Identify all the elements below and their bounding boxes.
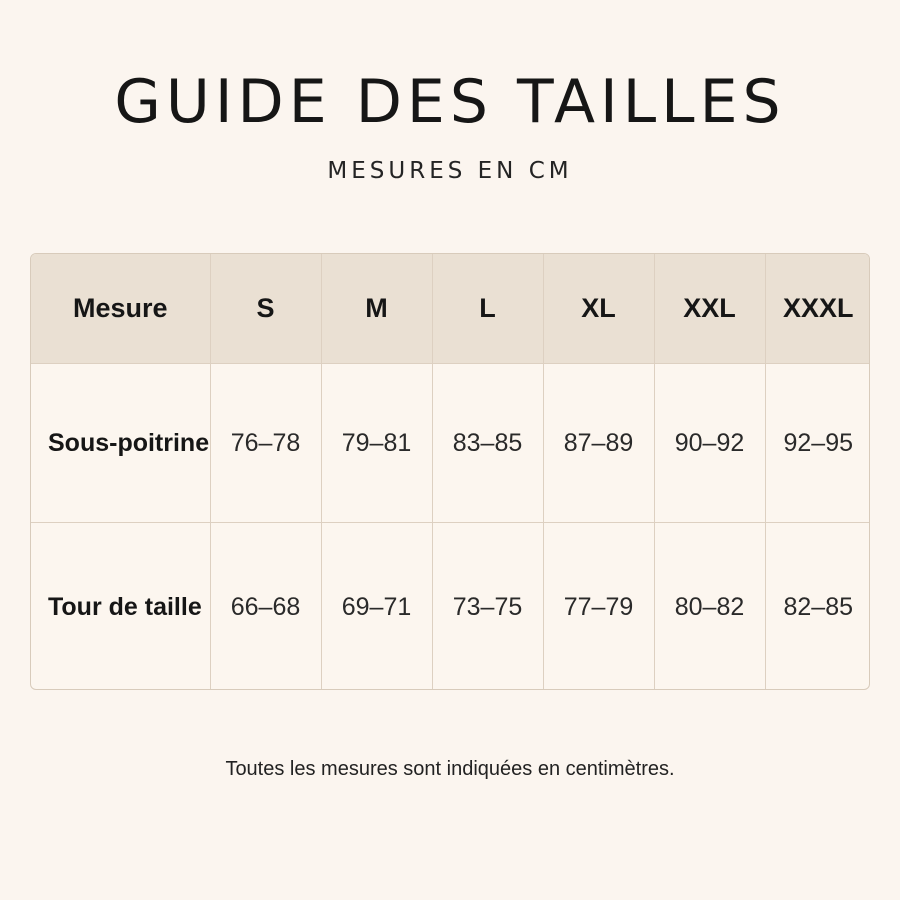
table-row xyxy=(31,523,870,691)
table-cell: 80–82 xyxy=(654,523,765,691)
table-cell: 87–89 xyxy=(543,364,654,523)
table-cell: 82–85 xyxy=(783,592,854,621)
page-title: GUIDE DES TAILLES xyxy=(114,67,786,137)
column-header-size-xxxl: XXXL xyxy=(765,254,870,364)
column-header-size-xxl: XXL xyxy=(654,254,765,364)
row-label-waist: Tour de taille xyxy=(31,523,210,691)
column-header-size-m: M xyxy=(321,254,432,364)
row-label-underbust: Sous-poitrine xyxy=(31,364,210,523)
table-cell: 76–78 xyxy=(210,364,321,523)
table-cell: 77–79 xyxy=(543,523,654,691)
column-header-size-l: L xyxy=(432,254,543,364)
table-cell: 83–85 xyxy=(432,364,543,523)
size-chart-table xyxy=(30,253,870,690)
column-header-size-xl: XL xyxy=(543,254,654,364)
column-header-size-s: S xyxy=(210,254,321,364)
page-subtitle: MESURES EN CM xyxy=(327,158,573,184)
column-header-measure: Mesure xyxy=(31,254,210,364)
table-cell: 79–81 xyxy=(321,364,432,523)
table-header-row xyxy=(31,254,870,364)
table-cell: 90–92 xyxy=(654,364,765,523)
table-row xyxy=(31,364,870,523)
table-cell: 69–71 xyxy=(321,523,432,691)
table-cell: 73–75 xyxy=(432,523,543,691)
table-cell: 92–95 xyxy=(765,364,870,523)
table-cell: 66–68 xyxy=(210,523,321,691)
footnote: Toutes les mesures sont indiquées en centimètres. xyxy=(225,758,675,780)
